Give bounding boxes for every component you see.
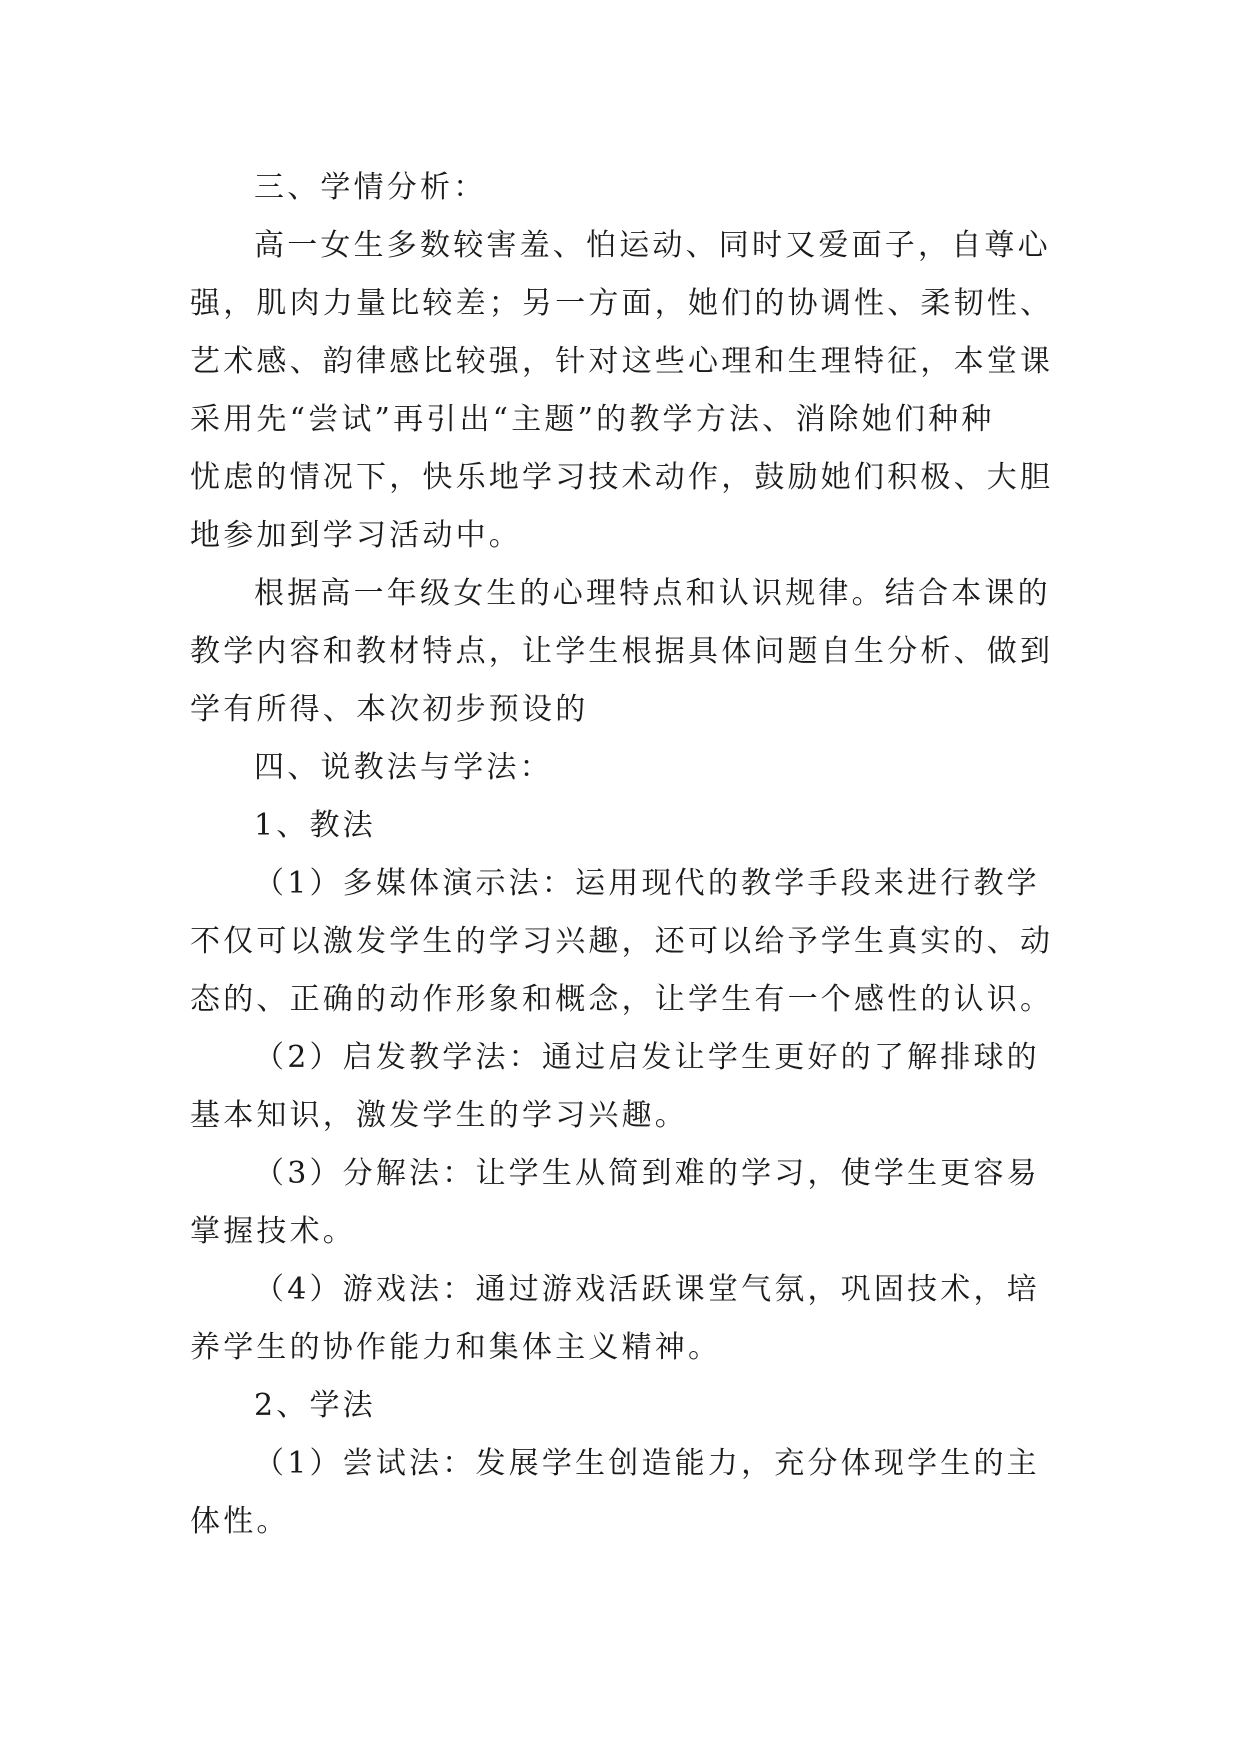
paragraph-line: 学有所得、本次初步预设的 bbox=[190, 692, 589, 727]
paragraph-line: 体性。 bbox=[190, 1504, 290, 1539]
list-item-line: （3）分解法：让学生从简到难的学习，使学生更容易 bbox=[254, 1156, 1040, 1191]
paragraph-line: 掌握技术。 bbox=[190, 1214, 356, 1249]
paragraph-line: 采用先“尝试”再引出“主题”的教学方法、消除她们种种 bbox=[190, 402, 995, 437]
paragraph-line: 基本知识，激发学生的学习兴趣。 bbox=[190, 1098, 688, 1133]
paragraph-line: 忧虑的情况下，快乐地学习技术动作，鼓励她们积极、大胆 bbox=[190, 460, 1054, 495]
subheading-learning-methods: 2、学法 bbox=[254, 1388, 376, 1423]
paragraph-line: 养学生的协作能力和集体主义精神。 bbox=[190, 1330, 722, 1365]
list-item-line: （2）启发教学法：通过启发让学生更好的了解排球的 bbox=[254, 1040, 1040, 1075]
paragraph-line: 强，肌肉力量比较差；另一方面，她们的协调性、柔韧性、 bbox=[190, 286, 1054, 321]
subheading-teaching-methods: 1、教法 bbox=[254, 808, 376, 843]
section-heading-4: 四、说教法与学法： bbox=[254, 750, 553, 785]
paragraph-line: 根据高一年级女生的心理特点和认识规律。结合本课的 bbox=[254, 576, 1051, 611]
list-item-line: （1）尝试法：发展学生创造能力，充分体现学生的主 bbox=[254, 1446, 1040, 1481]
paragraph-line: 地参加到学习活动中。 bbox=[190, 518, 522, 553]
paragraph-line: 教学内容和教材特点，让学生根据具体问题自生分析、做到 bbox=[190, 634, 1054, 669]
paragraph-line: 高一女生多数较害羞、怕运动、同时又爱面子，自尊心 bbox=[254, 228, 1051, 263]
paragraph-line: 不仅可以激发学生的学习兴趣，还可以给予学生真实的、动 bbox=[190, 924, 1054, 959]
list-item-line: （1）多媒体演示法：运用现代的教学手段来进行教学 bbox=[254, 866, 1040, 901]
paragraph-line: 艺术感、韵律感比较强，针对这些心理和生理特征，本堂课 bbox=[190, 344, 1054, 379]
paragraph-line: 态的、正确的动作形象和概念，让学生有一个感性的认识。 bbox=[190, 982, 1054, 1017]
section-heading-3: 三、学情分析： bbox=[254, 170, 487, 205]
list-item-line: （4）游戏法：通过游戏活跃课堂气氛，巩固技术，培 bbox=[254, 1272, 1040, 1307]
